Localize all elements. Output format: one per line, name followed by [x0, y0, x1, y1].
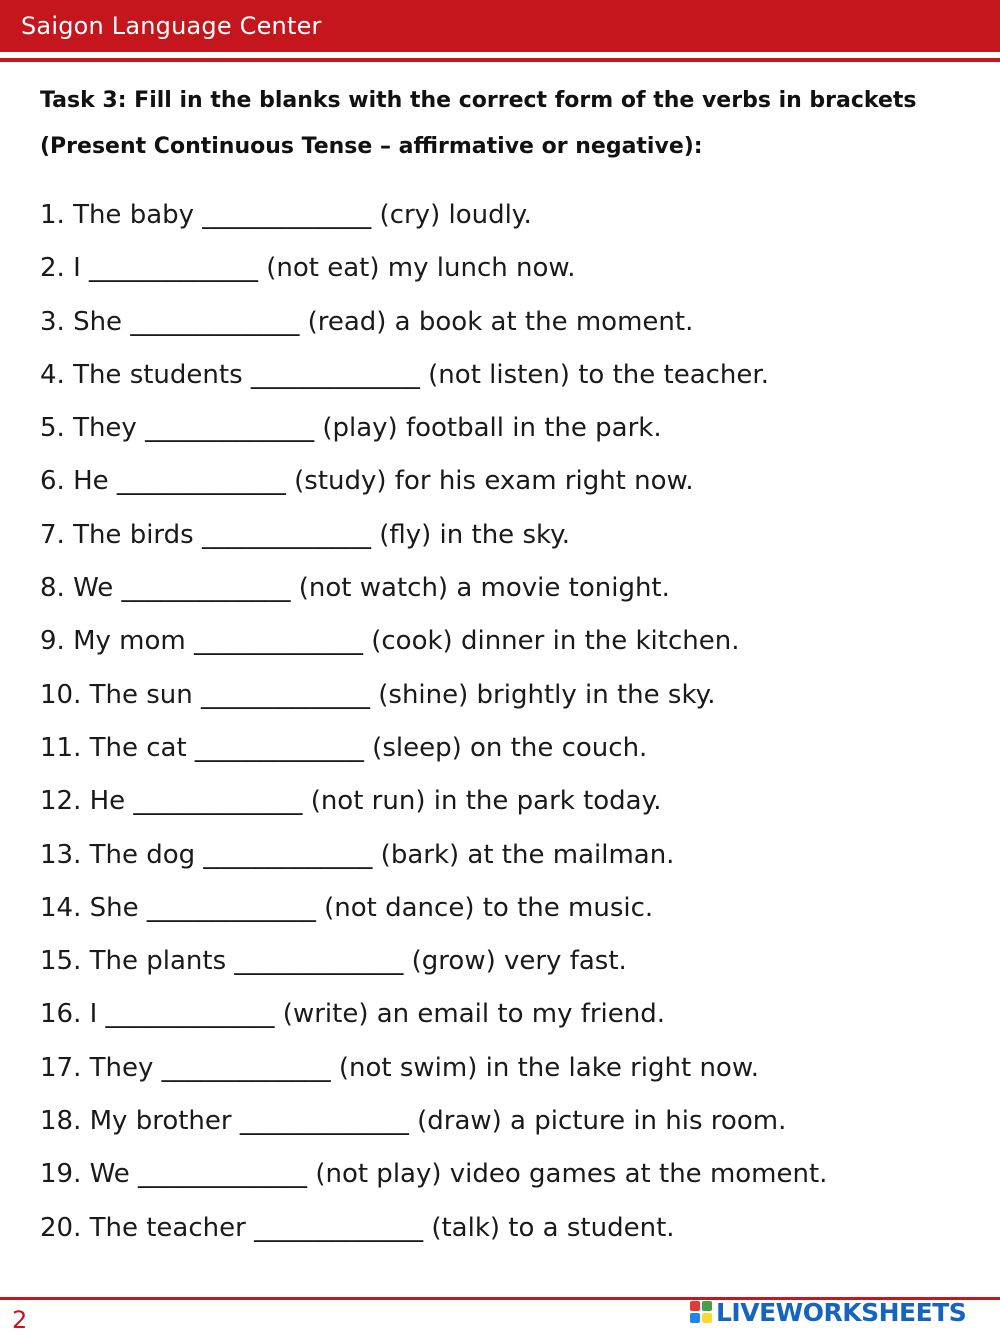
- task-instruction-line-2: (Present Continuous Tense – affirmative or negative):: [40, 134, 703, 159]
- exercise-item: 7. The birds _____________ (fly) in the sky.: [40, 519, 571, 550]
- exercise-list: [40, 189, 990, 1255]
- exercise-item: 11. The cat _____________ (sleep) on the couch.: [40, 732, 648, 763]
- exercise-item: 15. The plants _____________ (grow) very fast.: [40, 946, 627, 977]
- header-title: Saigon Language Center: [21, 12, 322, 40]
- exercise-item: 20. The teacher _____________ (talk) to a student.: [40, 1212, 675, 1243]
- exercise-item: 9. My mom _____________ (cook) dinner in the kitchen.: [40, 626, 740, 657]
- exercise-item: 3. She _____________ (read) a book at the moment.: [40, 306, 694, 337]
- task-instructions: [40, 78, 980, 170]
- exercise-item: 17. They _____________ (not swim) in the lake right now.: [40, 1052, 759, 1083]
- exercise-item: 10. The sun _____________ (shine) brightly in the sky.: [40, 679, 716, 710]
- exercise-item: 18. My brother _____________ (draw) a picture in his room.: [40, 1106, 787, 1137]
- exercise-item: 8. We _____________ (not watch) a movie tonight.: [40, 573, 670, 604]
- header-divider: [0, 58, 1000, 62]
- exercise-item: 13. The dog _____________ (bark) at the mailman.: [40, 839, 675, 870]
- header-bar: [0, 0, 1000, 52]
- exercise-item: 19. We _____________ (not play) video games at the moment.: [40, 1159, 828, 1190]
- exercise-item: 2. I _____________ (not eat) my lunch now.: [40, 253, 576, 284]
- task-instruction-line-1: Task 3: Fill in the blanks with the correct form of the verbs in brackets: [40, 88, 917, 113]
- logo-text: LIVEWORKSHEETS: [716, 1297, 967, 1327]
- exercise-item: 12. He _____________ (not run) in the park today.: [40, 786, 662, 817]
- page-number: 2: [12, 1306, 28, 1334]
- exercise-item: 16. I _____________ (write) an email to my friend.: [40, 999, 666, 1030]
- exercise-item: 6. He _____________ (study) for his exam right now.: [40, 466, 694, 497]
- liveworksheets-logo: [690, 1297, 966, 1327]
- exercise-item: 14. She _____________ (not dance) to the music.: [40, 892, 654, 923]
- exercise-item: 4. The students _____________ (not listen) to the teacher.: [40, 359, 769, 390]
- exercise-item: 1. The baby _____________ (cry) loudly.: [40, 200, 532, 230]
- liveworksheets-logo-icon: [690, 1301, 712, 1323]
- exercise-item: 5. They _____________ (play) football in the park.: [40, 413, 662, 444]
